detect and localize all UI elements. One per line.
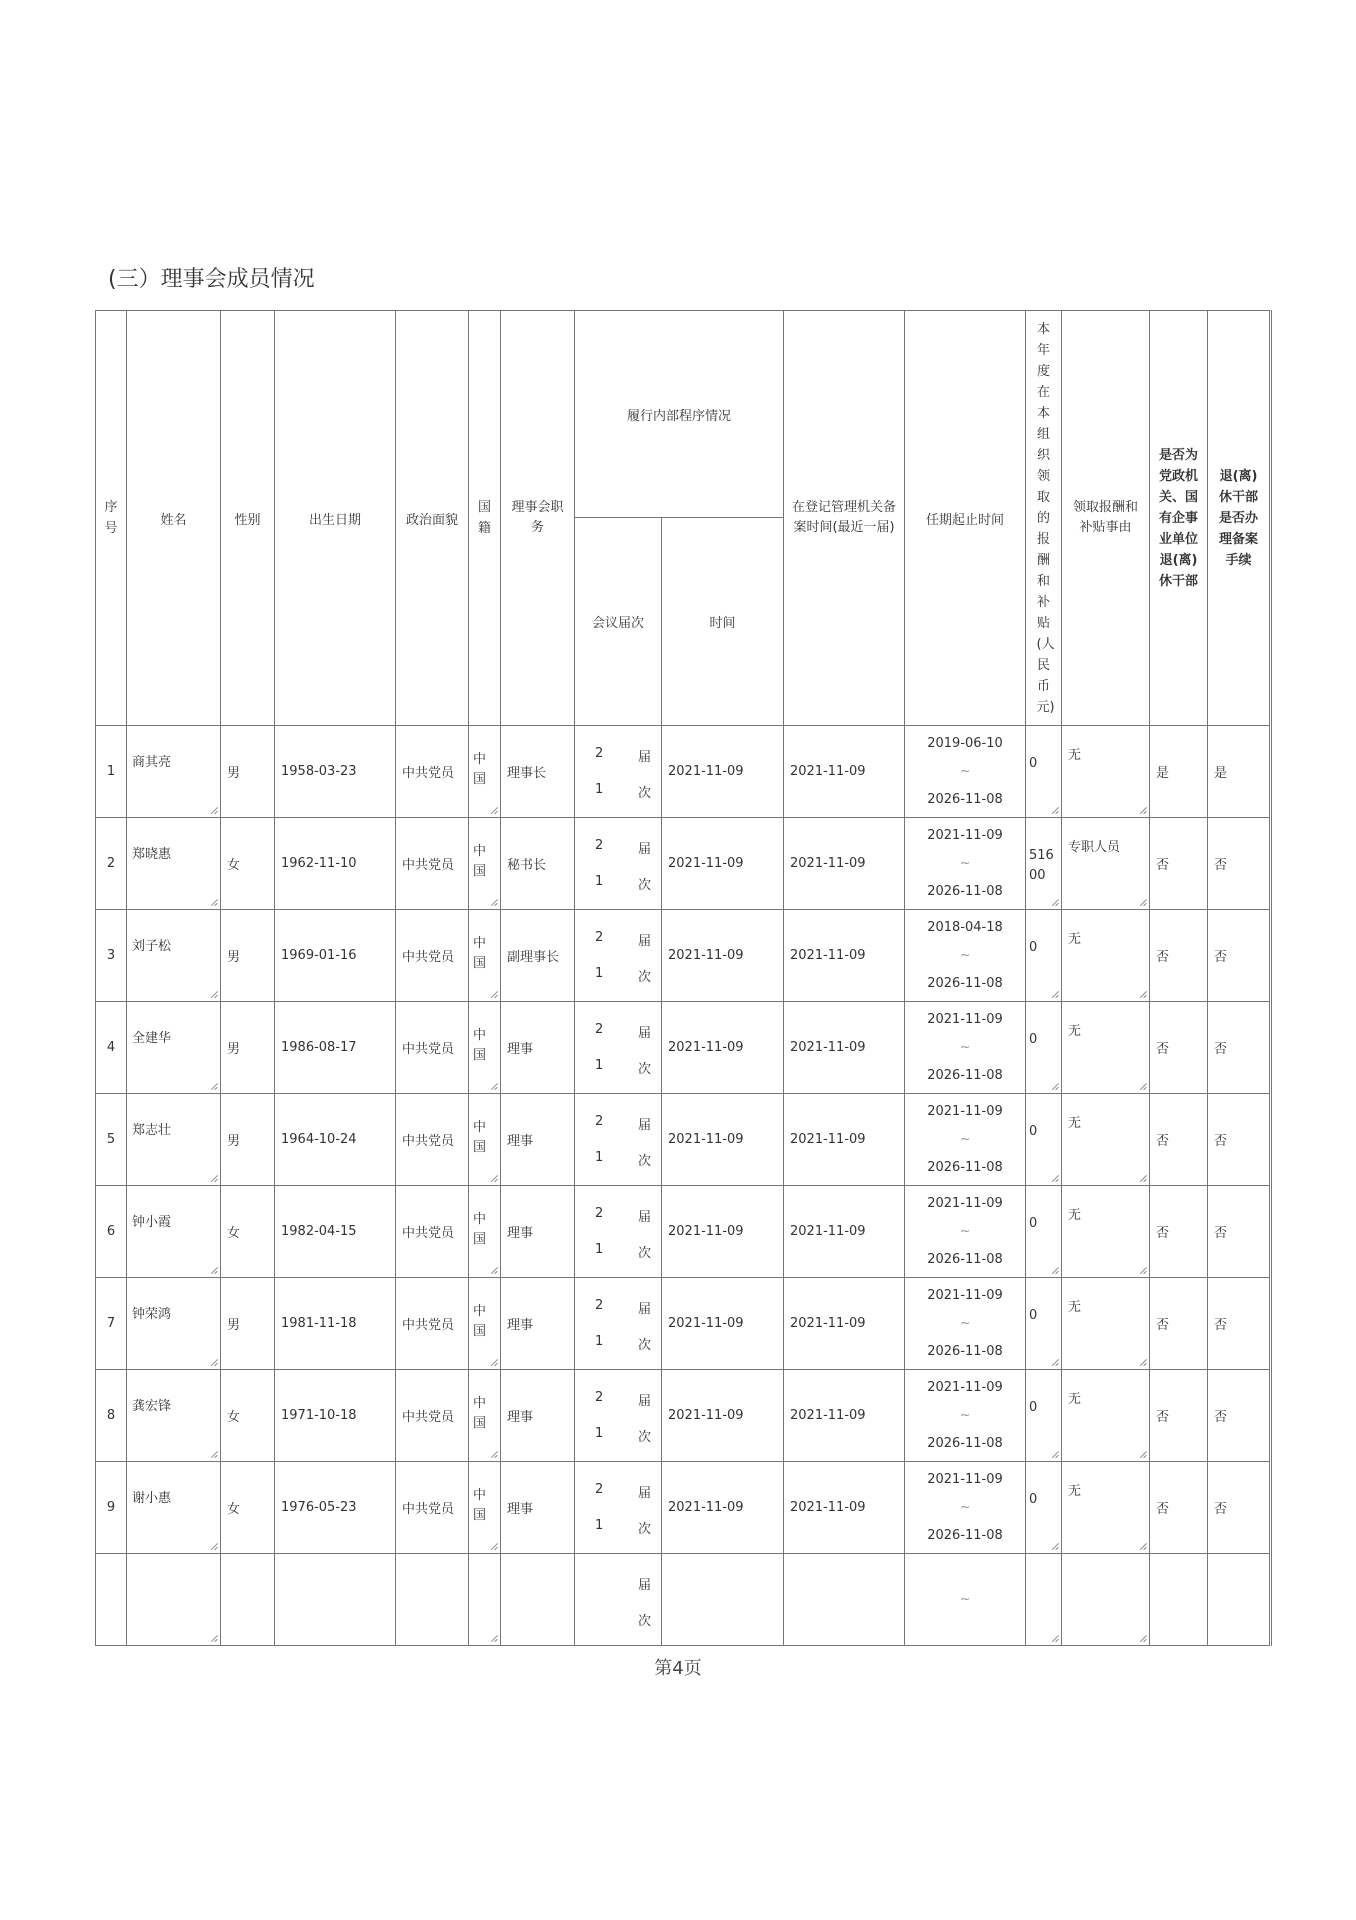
cell-compensation[interactable]: 51600 (1026, 818, 1062, 910)
cell-is-retired-cadre: 否 (1150, 818, 1208, 910)
cell-term-period (905, 726, 1026, 818)
cell-birth-date: 1982-04-15 (275, 1186, 396, 1278)
resize-handle-icon[interactable] (1051, 1267, 1058, 1274)
cell-name[interactable] (127, 1554, 221, 1646)
cell-compensation[interactable]: 0 (1026, 1002, 1062, 1094)
page-number: 第4页 (654, 1658, 702, 1679)
term-start: 2021-11-09 (927, 1195, 1003, 1211)
cell-compensation[interactable] (1026, 1554, 1062, 1646)
resize-handle-icon[interactable] (210, 1083, 217, 1090)
resize-handle-icon[interactable] (1051, 991, 1058, 998)
cell-meeting-session: 2 届 1 次 (575, 910, 662, 1002)
cell-board-position: 秘书长 (501, 818, 575, 910)
cell-birth-date: 1971-10-18 (275, 1370, 396, 1462)
cell-is-retired-cadre (1150, 1554, 1208, 1646)
cell-gender: 女 (221, 818, 275, 910)
cell-is-retired-cadre: 否 (1150, 1094, 1208, 1186)
cell-meeting-session: 2 届 1 次 (575, 1370, 662, 1462)
term-end: 2026-11-08 (927, 1527, 1003, 1543)
cell-filing-time (784, 1554, 905, 1646)
term-start: 2021-11-09 (927, 1471, 1003, 1487)
term-separator: ~ (959, 763, 971, 779)
cell-name[interactable]: 全建华 (127, 1002, 221, 1094)
term-end: 2026-11-08 (927, 1251, 1003, 1267)
cell-political-status: 中共党员 (396, 910, 469, 1002)
header-is-retired-cadre: 是否为党政机关、国有企事业单位退(离)休干部 (1150, 311, 1208, 726)
resize-handle-icon[interactable] (490, 1359, 497, 1366)
cell-board-position: 理事长 (501, 726, 575, 818)
cell-retired-filing: 否 (1208, 910, 1271, 1002)
cell-term-period (905, 1094, 1026, 1186)
term-start: 2021-11-09 (927, 1103, 1003, 1119)
term-end: 2026-11-08 (927, 975, 1003, 991)
resize-handle-icon[interactable] (1051, 1543, 1058, 1550)
resize-handle-icon[interactable] (1139, 1267, 1146, 1274)
term-separator: ~ (959, 947, 971, 963)
cell-board-position: 理事 (501, 1186, 575, 1278)
cell-seq: 2 (96, 818, 127, 910)
cell-birth-date: 1964-10-24 (275, 1094, 396, 1186)
cell-nationality[interactable]: 中国 (469, 818, 501, 910)
resize-handle-icon[interactable] (210, 991, 217, 998)
cell-seq: 8 (96, 1370, 127, 1462)
resize-handle-icon[interactable] (1139, 1175, 1146, 1182)
cell-nationality[interactable]: 中国 (469, 1094, 501, 1186)
table-row (96, 1370, 1271, 1462)
table-body (96, 726, 1271, 1646)
cell-meeting-session: 2 届 1 次 (575, 1462, 662, 1554)
table-row (96, 1462, 1271, 1554)
cell-gender: 男 (221, 910, 275, 1002)
cell-compensation[interactable]: 0 (1026, 1370, 1062, 1462)
table-row (96, 726, 1271, 818)
resize-handle-icon[interactable] (210, 1635, 217, 1642)
cell-retired-filing: 否 (1208, 1370, 1271, 1462)
header-retired-filing: 退(离)休干部是否办理备案手续 (1208, 311, 1271, 726)
resize-handle-icon[interactable] (210, 1359, 217, 1366)
cell-birth-date: 1962-11-10 (275, 818, 396, 910)
cell-seq: 3 (96, 910, 127, 1002)
cell-filing-time: 2021-11-09 (784, 910, 905, 1002)
resize-handle-icon[interactable] (1051, 1451, 1058, 1458)
term-end: 2026-11-08 (927, 1067, 1003, 1083)
cell-is-retired-cadre: 否 (1150, 1462, 1208, 1554)
cell-meeting-time: 2021-11-09 (662, 1370, 784, 1462)
cell-retired-filing: 否 (1208, 1462, 1271, 1554)
cell-term-period: ~ (905, 1554, 1026, 1646)
cell-term-period (905, 910, 1026, 1002)
cell-meeting-time: 2021-11-09 (662, 1186, 784, 1278)
table-row (96, 1278, 1271, 1370)
term-separator: ~ (959, 1407, 971, 1423)
cell-meeting-session: 2 届 1 次 (575, 1186, 662, 1278)
cell-seq: 4 (96, 1002, 127, 1094)
cell-compensation[interactable]: 0 (1026, 1094, 1062, 1186)
resize-handle-icon[interactable] (1139, 1451, 1146, 1458)
term-end: 2026-11-08 (927, 883, 1003, 899)
cell-retired-filing: 否 (1208, 1186, 1271, 1278)
cell-compensation[interactable]: 0 (1026, 726, 1062, 818)
header-seq: 序号 (96, 311, 127, 726)
cell-board-position: 理事 (501, 1002, 575, 1094)
term-separator: ~ (959, 1223, 971, 1239)
term-end: 2026-11-08 (927, 1159, 1003, 1175)
resize-handle-icon[interactable] (1051, 1175, 1058, 1182)
cell-term-period (905, 1186, 1026, 1278)
table-row (96, 910, 1271, 1002)
resize-handle-icon[interactable] (1139, 1543, 1146, 1550)
resize-handle-icon[interactable] (490, 899, 497, 906)
cell-political-status: 中共党员 (396, 1462, 469, 1554)
cell-board-position: 副理事长 (501, 910, 575, 1002)
cell-seq: 1 (96, 726, 127, 818)
cell-name[interactable]: 钟荣鸿 (127, 1278, 221, 1370)
cell-is-retired-cadre: 否 (1150, 1002, 1208, 1094)
section-title: (三）理事会成员情况 (108, 267, 315, 292)
cell-political-status: 中共党员 (396, 1186, 469, 1278)
cell-term-period (905, 1462, 1026, 1554)
resize-handle-icon[interactable] (1051, 899, 1058, 906)
cell-political-status (396, 1554, 469, 1646)
cell-compensation[interactable]: 0 (1026, 1462, 1062, 1554)
table-row (96, 1186, 1271, 1278)
header-meeting-session: 会议届次 (575, 518, 662, 726)
cell-compensation-reason[interactable]: 无 (1062, 1462, 1150, 1554)
cell-name[interactable]: 谢小惠 (127, 1462, 221, 1554)
cell-compensation[interactable]: 0 (1026, 910, 1062, 1002)
cell-political-status: 中共党员 (396, 1278, 469, 1370)
cell-term-period (905, 818, 1026, 910)
resize-handle-icon[interactable] (1139, 1635, 1146, 1642)
cell-gender: 男 (221, 1278, 275, 1370)
cell-retired-filing: 否 (1208, 1094, 1271, 1186)
cell-board-position: 理事 (501, 1094, 575, 1186)
term-separator: ~ (959, 1131, 971, 1147)
cell-nationality[interactable]: 中国 (469, 1278, 501, 1370)
term-separator: ~ (959, 1315, 971, 1331)
resize-handle-icon[interactable] (1139, 807, 1146, 814)
term-start: 2021-11-09 (927, 1011, 1003, 1027)
resize-handle-icon[interactable] (210, 1543, 217, 1550)
term-start: 2021-11-09 (927, 1287, 1003, 1303)
resize-handle-icon[interactable] (1139, 991, 1146, 998)
table-row-empty (96, 1554, 1271, 1646)
resize-handle-icon[interactable] (1051, 1635, 1058, 1642)
cell-retired-filing: 否 (1208, 1278, 1271, 1370)
cell-meeting-session: 2 届 1 次 (575, 1278, 662, 1370)
cell-is-retired-cadre: 是 (1150, 726, 1208, 818)
header-compensation-reason: 领取报酬和补贴事由 (1062, 311, 1150, 726)
cell-birth-date: 1976-05-23 (275, 1462, 396, 1554)
cell-retired-filing: 是 (1208, 726, 1271, 818)
resize-handle-icon[interactable] (210, 1175, 217, 1182)
cell-birth-date: 1986-08-17 (275, 1002, 396, 1094)
cell-birth-date: 1958-03-23 (275, 726, 396, 818)
header-gender: 性别 (221, 311, 275, 726)
term-separator: ~ (959, 855, 971, 871)
cell-nationality[interactable]: 中国 (469, 1370, 501, 1462)
cell-meeting-time: 2021-11-09 (662, 818, 784, 910)
cell-board-position (501, 1554, 575, 1646)
header-board-position: 理事会职务 (501, 311, 575, 726)
header-compensation: 本年度在本组织领取的报酬和补贴(人民币元) (1026, 311, 1062, 726)
cell-board-position: 理事 (501, 1462, 575, 1554)
header-political-status: 政治面貌 (396, 311, 469, 726)
cell-nationality[interactable]: 中国 (469, 910, 501, 1002)
cell-political-status: 中共党员 (396, 1094, 469, 1186)
cell-name[interactable]: 刘子松 (127, 910, 221, 1002)
resize-handle-icon[interactable] (490, 1175, 497, 1182)
cell-political-status: 中共党员 (396, 818, 469, 910)
header-term-period: 任期起止时间 (905, 311, 1026, 726)
resize-handle-icon[interactable] (490, 1635, 497, 1642)
table-row (96, 1002, 1271, 1094)
header-meeting-time: 时间 (662, 518, 784, 726)
cell-gender: 男 (221, 726, 275, 818)
cell-gender: 女 (221, 1186, 275, 1278)
cell-compensation-reason[interactable]: 无 (1062, 1370, 1150, 1462)
cell-compensation[interactable]: 0 (1026, 1278, 1062, 1370)
resize-handle-icon[interactable] (1051, 1083, 1058, 1090)
resize-handle-icon[interactable] (490, 1543, 497, 1550)
cell-meeting-time: 2021-11-09 (662, 726, 784, 818)
cell-meeting-session: 届 次 (575, 1554, 662, 1646)
resize-handle-icon[interactable] (210, 1267, 217, 1274)
cell-compensation-reason[interactable]: 专职人员 (1062, 818, 1150, 910)
cell-birth-date: 1981-11-18 (275, 1278, 396, 1370)
cell-nationality[interactable]: 中国 (469, 1462, 501, 1554)
cell-political-status: 中共党员 (396, 1370, 469, 1462)
term-end: 2026-11-08 (927, 791, 1003, 807)
cell-compensation-reason[interactable]: 无 (1062, 1002, 1150, 1094)
cell-meeting-time: 2021-11-09 (662, 1278, 784, 1370)
term-start: 2018-04-18 (927, 919, 1003, 935)
cell-is-retired-cadre: 否 (1150, 1186, 1208, 1278)
cell-seq: 6 (96, 1186, 127, 1278)
cell-compensation-reason[interactable]: 无 (1062, 1278, 1150, 1370)
cell-filing-time: 2021-11-09 (784, 1370, 905, 1462)
cell-birth-date: 1969-01-16 (275, 910, 396, 1002)
cell-seq: 5 (96, 1094, 127, 1186)
board-members-table-wrapper (95, 310, 1270, 1646)
cell-term-period (905, 1278, 1026, 1370)
resize-handle-icon[interactable] (210, 899, 217, 906)
cell-name[interactable]: 郑志壮 (127, 1094, 221, 1186)
cell-gender (221, 1554, 275, 1646)
cell-compensation-reason[interactable]: 无 (1062, 910, 1150, 1002)
cell-gender: 女 (221, 1370, 275, 1462)
resize-handle-icon[interactable] (1051, 807, 1058, 814)
cell-gender: 男 (221, 1002, 275, 1094)
cell-retired-filing (1208, 1554, 1271, 1646)
term-end: 2026-11-08 (927, 1435, 1003, 1451)
cell-meeting-session: 2 届 1 次 (575, 1002, 662, 1094)
cell-retired-filing: 否 (1208, 1002, 1271, 1094)
resize-handle-icon[interactable] (1051, 1359, 1058, 1366)
cell-meeting-time: 2021-11-09 (662, 1002, 784, 1094)
resize-handle-icon[interactable] (490, 1083, 497, 1090)
cell-gender: 男 (221, 1094, 275, 1186)
table-row (96, 818, 1271, 910)
cell-political-status: 中共党员 (396, 1002, 469, 1094)
resize-handle-icon[interactable] (490, 1267, 497, 1274)
cell-is-retired-cadre: 否 (1150, 1278, 1208, 1370)
cell-meeting-session: 2 届 1 次 (575, 1094, 662, 1186)
cell-is-retired-cadre: 否 (1150, 1370, 1208, 1462)
header-nationality: 国籍 (469, 311, 501, 726)
cell-compensation-reason[interactable]: 无 (1062, 726, 1150, 818)
cell-seq: 9 (96, 1462, 127, 1554)
cell-name[interactable]: 商其亮 (127, 726, 221, 818)
cell-meeting-time: 2021-11-09 (662, 1094, 784, 1186)
cell-board-position: 理事 (501, 1370, 575, 1462)
resize-handle-icon[interactable] (490, 991, 497, 998)
cell-filing-time: 2021-11-09 (784, 818, 905, 910)
resize-handle-icon[interactable] (210, 1451, 217, 1458)
resize-handle-icon[interactable] (1139, 1359, 1146, 1366)
cell-compensation-reason[interactable]: 无 (1062, 1186, 1150, 1278)
term-separator: ~ (959, 1039, 971, 1055)
cell-nationality[interactable]: 中国 (469, 1002, 501, 1094)
cell-compensation-reason[interactable]: 无 (1062, 1094, 1150, 1186)
cell-meeting-time: 2021-11-09 (662, 910, 784, 1002)
resize-handle-icon[interactable] (210, 807, 217, 814)
resize-handle-icon[interactable] (490, 1451, 497, 1458)
table-row (96, 1094, 1271, 1186)
cell-term-period (905, 1370, 1026, 1462)
term-end: 2026-11-08 (927, 1343, 1003, 1359)
header-internal-procedure: 履行内部程序情况 (575, 311, 784, 518)
cell-meeting-session: 2 届 1 次 (575, 726, 662, 818)
cell-meeting-time (662, 1554, 784, 1646)
term-start: 2021-11-09 (927, 827, 1003, 843)
cell-seq (96, 1554, 127, 1646)
resize-handle-icon[interactable] (1139, 1083, 1146, 1090)
cell-nationality[interactable]: 中国 (469, 726, 501, 818)
cell-filing-time: 2021-11-09 (784, 726, 905, 818)
cell-meeting-time: 2021-11-09 (662, 1462, 784, 1554)
header-birth-date: 出生日期 (275, 311, 396, 726)
cell-nationality[interactable] (469, 1554, 501, 1646)
cell-compensation-reason[interactable] (1062, 1554, 1150, 1646)
cell-meeting-session: 2 届 1 次 (575, 818, 662, 910)
cell-nationality[interactable]: 中国 (469, 1186, 501, 1278)
cell-name[interactable]: 钟小霞 (127, 1186, 221, 1278)
header-filing-time: 在登记管理机关备案时间(最近一届) (784, 311, 905, 726)
resize-handle-icon[interactable] (490, 807, 497, 814)
cell-filing-time: 2021-11-09 (784, 1278, 905, 1370)
cell-name[interactable]: 郑晓惠 (127, 818, 221, 910)
cell-seq: 7 (96, 1278, 127, 1370)
term-separator: ~ (959, 1499, 971, 1515)
cell-compensation[interactable]: 0 (1026, 1186, 1062, 1278)
resize-handle-icon[interactable] (1139, 899, 1146, 906)
cell-filing-time: 2021-11-09 (784, 1002, 905, 1094)
cell-term-period (905, 1002, 1026, 1094)
board-members-table (95, 310, 1272, 1646)
cell-gender: 女 (221, 1462, 275, 1554)
term-start: 2021-11-09 (927, 1379, 1003, 1395)
cell-political-status: 中共党员 (396, 726, 469, 818)
cell-is-retired-cadre: 否 (1150, 910, 1208, 1002)
cell-retired-filing: 否 (1208, 818, 1271, 910)
cell-filing-time: 2021-11-09 (784, 1186, 905, 1278)
cell-filing-time: 2021-11-09 (784, 1462, 905, 1554)
header-name: 姓名 (127, 311, 221, 726)
term-start: 2019-06-10 (927, 735, 1003, 751)
cell-filing-time: 2021-11-09 (784, 1094, 905, 1186)
cell-name[interactable]: 龚宏锋 (127, 1370, 221, 1462)
cell-board-position: 理事 (501, 1278, 575, 1370)
cell-birth-date (275, 1554, 396, 1646)
